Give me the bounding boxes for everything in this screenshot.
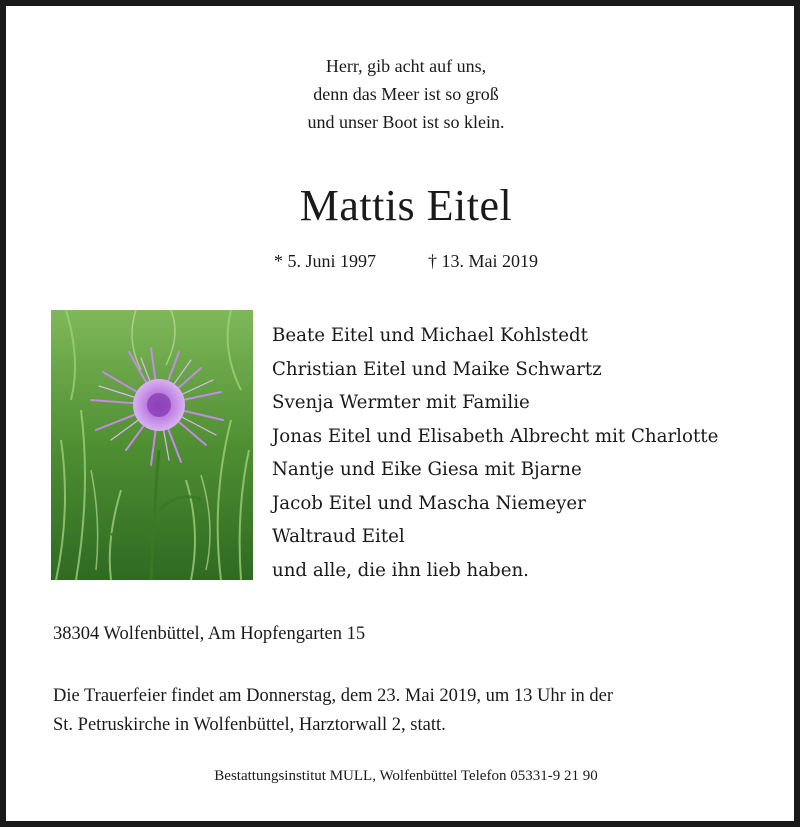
birth-date: * 5. Juni 1997 — [273, 251, 376, 271]
mourner-line: Nantje und Eike Giesa mit Bjarne — [272, 459, 582, 480]
verse-line-2: denn das Meer ist so groß — [313, 84, 499, 104]
verse — [6, 52, 800, 136]
ceremony-notice — [53, 682, 613, 740]
mourner-line: Waltraud Eitel — [272, 526, 405, 547]
family-address: 38304 Wolfenbüttel, Am Hopfengarten 15 — [53, 624, 366, 644]
funeral-home-footer: Bestattungsinstitut MULL, Wolfenbüttel Telefon 05331-9 21 90 — [214, 768, 598, 784]
ceremony-line-1: Die Trauerfeier findet am Donnerstag, dem 23. Mai 2019, um 13 Uhr in der — [53, 686, 614, 706]
life-dates — [6, 249, 800, 273]
thistle-photo — [51, 310, 253, 580]
death-date: † 13. Mai 2019 — [428, 251, 538, 271]
ceremony-line-2: St. Petruskirche in Wolfenbüttel, Harztorwall 2, statt. — [53, 715, 446, 735]
mourner-line: Christian Eitel und Maike Schwartz — [272, 358, 602, 380]
mourner-line: und alle, die ihn lieb haben. — [272, 559, 529, 581]
mourner-line: Jonas Eitel und Elisabeth Albrecht mit Charlotte — [272, 425, 719, 447]
mourner-line: Beate Eitel und Michael Kohlstedt — [272, 325, 588, 346]
verse-line-3: und unser Boot ist so klein. — [307, 112, 505, 132]
mourner-line: Svenja Wermter mit Familie — [272, 392, 530, 413]
deceased-name: Mattis Eitel — [299, 181, 513, 230]
mourners-list — [272, 319, 718, 587]
verse-line-1: Herr, gib acht auf uns, — [325, 56, 487, 76]
thistle-flower-icon — [51, 310, 253, 580]
mourner-line: Jacob Eitel und Mascha Niemeyer — [272, 492, 586, 514]
